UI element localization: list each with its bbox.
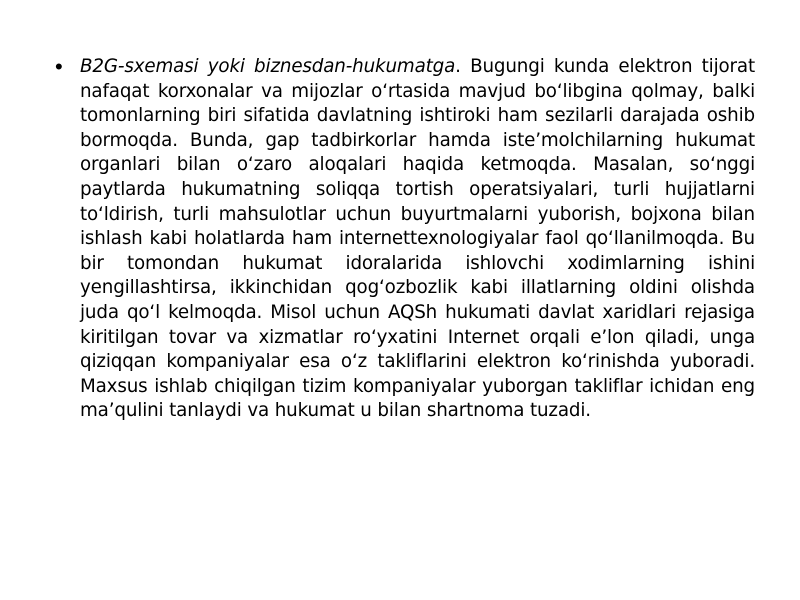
paragraph-text — [80, 55, 755, 424]
term-italic: B2G-sxemasi yoki biznesdan-hukumatga — [80, 56, 456, 77]
paragraph-body: . Bugungi kunda elektron tijorat nafaqat korxonalar va mijozlar o‘rtasida mavjud bo‘libgina qolmay, balki tomonlarning biri sifatida davlatning ishtiroki ham sezilarli darajada oshib bormoqda. Bunda, gap tadbirkorlar hamda iste’molchilarning hukumat organlari bilan o‘zaro aloqalari haqida ketmoqda. Masalan, so‘nggi paytlarda hukumatning soliqqa tortish operatsiyalari, turli hujjatlarni to‘ldirish, turli mahsulotlar uchun buyurtmalarni yuborish, bojxona bilan ishlash kabi holatlarda ham internettexnologiyalar faol qo‘llanilmoqda. Bu bir tomondan hukumat idoralarida ishlovchi xodimlarning ishini yengillashtirsa, ikkinchidan qog‘ozbozlik kabi illatlarning oldini olishda juda qo‘l kelmoqda. Misol uchun AQSh hukumati davlat xaridlari rejasiga kiritilgan tovar va xizmatlar ro‘yxatini Internet orqali e’lon qiladi, unga qiziqqan kompaniyalar esa o‘z takliflarini elektron ko‘rinishda yuboradi. Maxsus ishlab chiqilgan tizim kompaniyalar yuborgan takliflar ichidan eng ma’qulini tanlaydi va hukumat u bilan shartnoma tuzadi. — [80, 56, 755, 422]
bullet-item — [55, 55, 755, 424]
bullet-icon: • — [55, 54, 63, 79]
